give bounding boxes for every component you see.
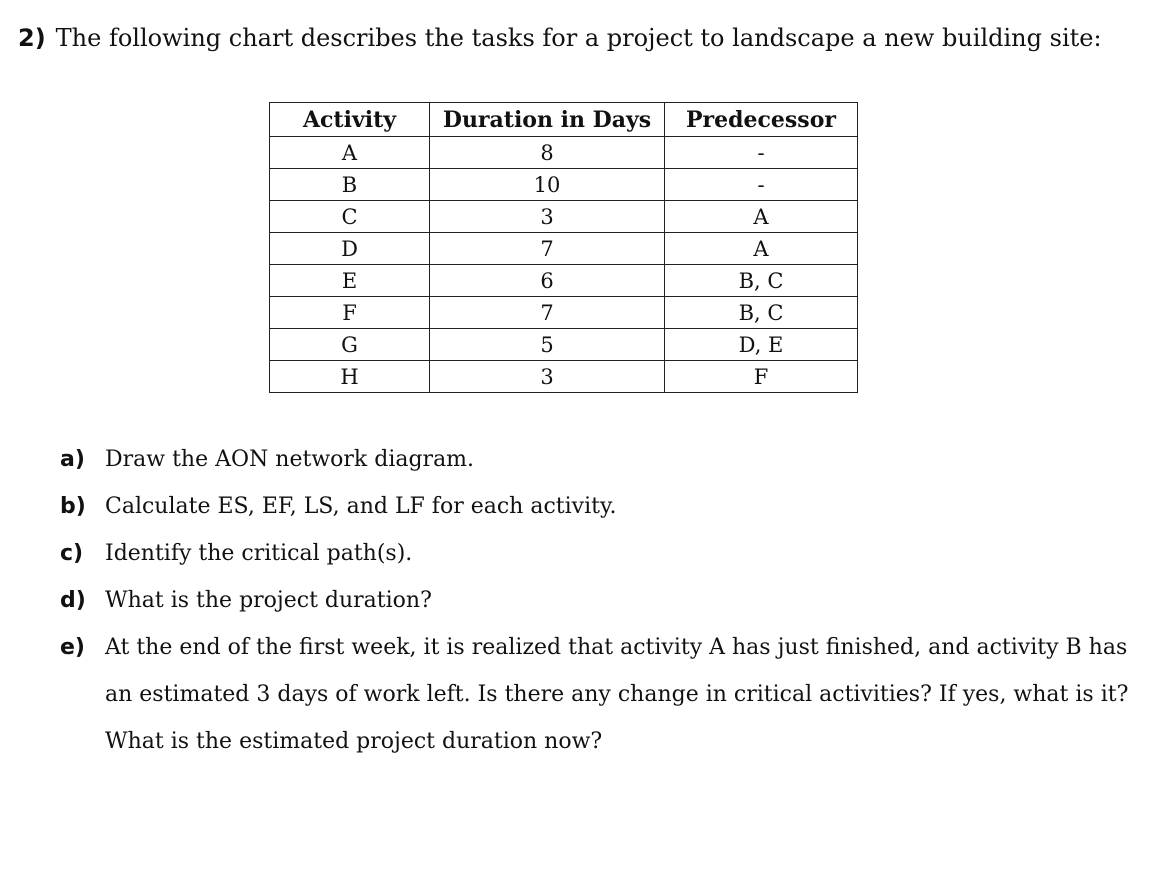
- predecessor-cell: F: [665, 361, 858, 393]
- duration-cell: 5: [430, 329, 665, 361]
- table-header-row: [270, 103, 858, 137]
- table-row: [270, 137, 858, 169]
- predecessor-cell: B, C: [665, 265, 858, 297]
- question-label: d): [60, 588, 86, 613]
- header-predecessor: Predecessor: [665, 103, 858, 137]
- header-duration: Duration in Days: [430, 103, 665, 137]
- table-row: [270, 201, 858, 233]
- table-row: [270, 329, 858, 361]
- question-list: [60, 436, 1150, 765]
- table-row: [270, 361, 858, 393]
- activity-table: [269, 102, 858, 393]
- predecessor-cell: A: [665, 201, 858, 233]
- activity-cell: A: [270, 137, 430, 169]
- question-e: [60, 624, 1150, 765]
- table-row: [270, 297, 858, 329]
- activity-cell: F: [270, 297, 430, 329]
- duration-cell: 6: [430, 265, 665, 297]
- predecessor-cell: -: [665, 137, 858, 169]
- activity-cell: B: [270, 169, 430, 201]
- table-row: [270, 233, 858, 265]
- question-b: [60, 483, 1150, 530]
- duration-cell: 7: [430, 297, 665, 329]
- predecessor-cell: D, E: [665, 329, 858, 361]
- question-label: a): [60, 447, 85, 472]
- question-label: e): [60, 635, 85, 660]
- duration-cell: 3: [430, 361, 665, 393]
- question-text: What is the project duration?: [105, 588, 432, 613]
- question-text: At the end of the first week, it is realized that activity A has just finished, and activity B has an estimated 3 days of work left. Is there any change in critical activities? If yes, what is it? What is the estimated project duration now?: [105, 635, 1129, 754]
- duration-cell: 7: [430, 233, 665, 265]
- question-text: Identify the critical path(s).: [105, 541, 413, 566]
- header-activity: Activity: [270, 103, 430, 137]
- question-header: [18, 22, 1102, 54]
- predecessor-cell: B, C: [665, 297, 858, 329]
- duration-cell: 10: [430, 169, 665, 201]
- table-row: [270, 169, 858, 201]
- activity-cell: H: [270, 361, 430, 393]
- question-number: 2): [18, 24, 46, 52]
- question-a: [60, 436, 1150, 483]
- question-d: [60, 577, 1150, 624]
- predecessor-cell: A: [665, 233, 858, 265]
- predecessor-cell: -: [665, 169, 858, 201]
- question-label: b): [60, 494, 86, 519]
- question-text: Draw the AON network diagram.: [105, 447, 475, 472]
- duration-cell: 3: [430, 201, 665, 233]
- duration-cell: 8: [430, 137, 665, 169]
- activity-cell: D: [270, 233, 430, 265]
- question-text: Calculate ES, EF, LS, and LF for each activity.: [105, 494, 617, 519]
- activity-cell: E: [270, 265, 430, 297]
- question-prompt: The following chart describes the tasks for a project to landscape a new building site:: [55, 24, 1102, 52]
- table-row: [270, 265, 858, 297]
- question-label: c): [60, 541, 84, 566]
- activity-cell: C: [270, 201, 430, 233]
- activity-cell: G: [270, 329, 430, 361]
- question-c: [60, 530, 1150, 577]
